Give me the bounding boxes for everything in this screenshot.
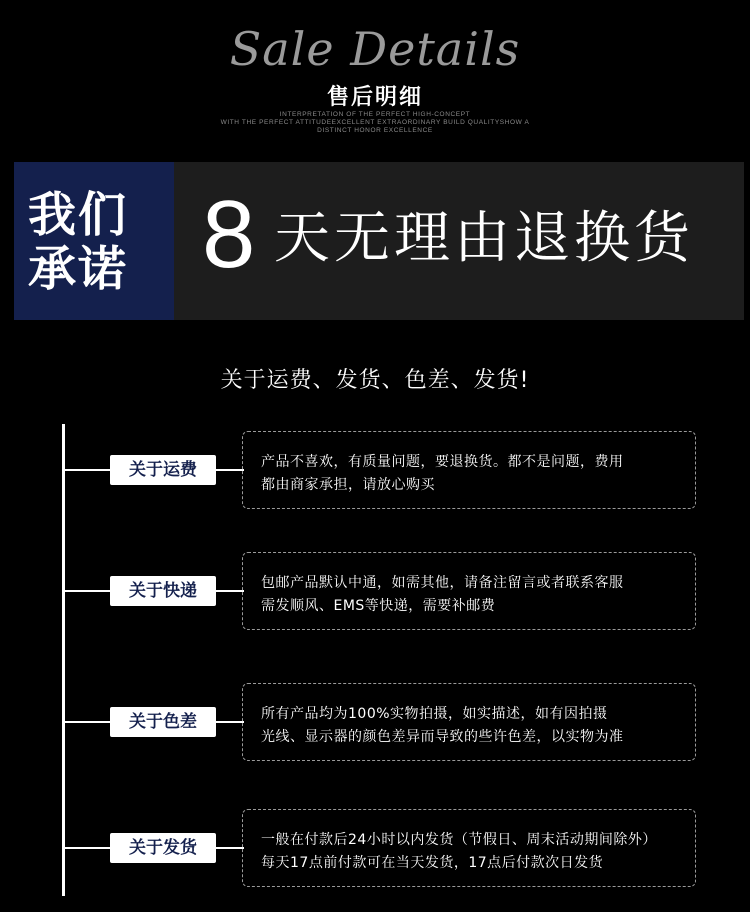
item-label: 关于运费 (110, 455, 216, 485)
info-line: 产品不喜欢，有质量问题，要退换货。都不是问题，费用 (261, 454, 624, 470)
info-line: 一般在付款后24小时以内发货（节假日、周末活动期间除外） (261, 832, 657, 848)
info-line: 需发顺风、EMS等快递，需要补邮费 (261, 598, 496, 614)
info-box (242, 683, 696, 761)
item-label: 关于色差 (110, 707, 216, 737)
header-small-line: INTERPRETATION OF THE PERFECT HIGH-CONCEPT (279, 111, 471, 118)
info-line: 包邮产品默认中通，如需其他，请备注留言或者联系客服 (261, 575, 624, 591)
return-days: 8 (202, 181, 256, 288)
item-label: 关于快递 (110, 576, 216, 606)
info-line: 都由商家承担，请放心购买 (261, 477, 435, 493)
info-line: 光线、显示器的颜色差异而导致的些许色差，以实物为准 (261, 729, 624, 745)
promise-label-line: 承诺 (28, 241, 129, 297)
section-subtitle: 关于运费、发货、色差、发货! (220, 368, 530, 393)
header-small-line: WITH THE PERFECT ATTITUDEEXCELLENT EXTRAORDINARY BUILD QUALITYSHOW A (220, 119, 530, 126)
info-box (242, 552, 696, 630)
return-policy-text: 天无理由退换货 (274, 206, 694, 271)
script-title: Sale Details (229, 22, 521, 76)
promise-banner (14, 162, 744, 320)
page-title: 售后明细 (326, 85, 423, 110)
promise-label-box (14, 162, 174, 320)
item-label: 关于发货 (110, 833, 216, 863)
info-line: 每天17点前付款可在当天发货，17点后付款次日发货 (261, 855, 604, 871)
promise-label-line: 我们 (28, 187, 129, 243)
info-box (242, 809, 696, 887)
info-line: 所有产品均为100%实物拍摄，如实描述，如有因拍摄 (261, 706, 608, 722)
info-box (242, 431, 696, 509)
header-small-line: DISTINCT HONOR EXCELLENCE (317, 127, 433, 134)
timeline-line (62, 424, 65, 896)
